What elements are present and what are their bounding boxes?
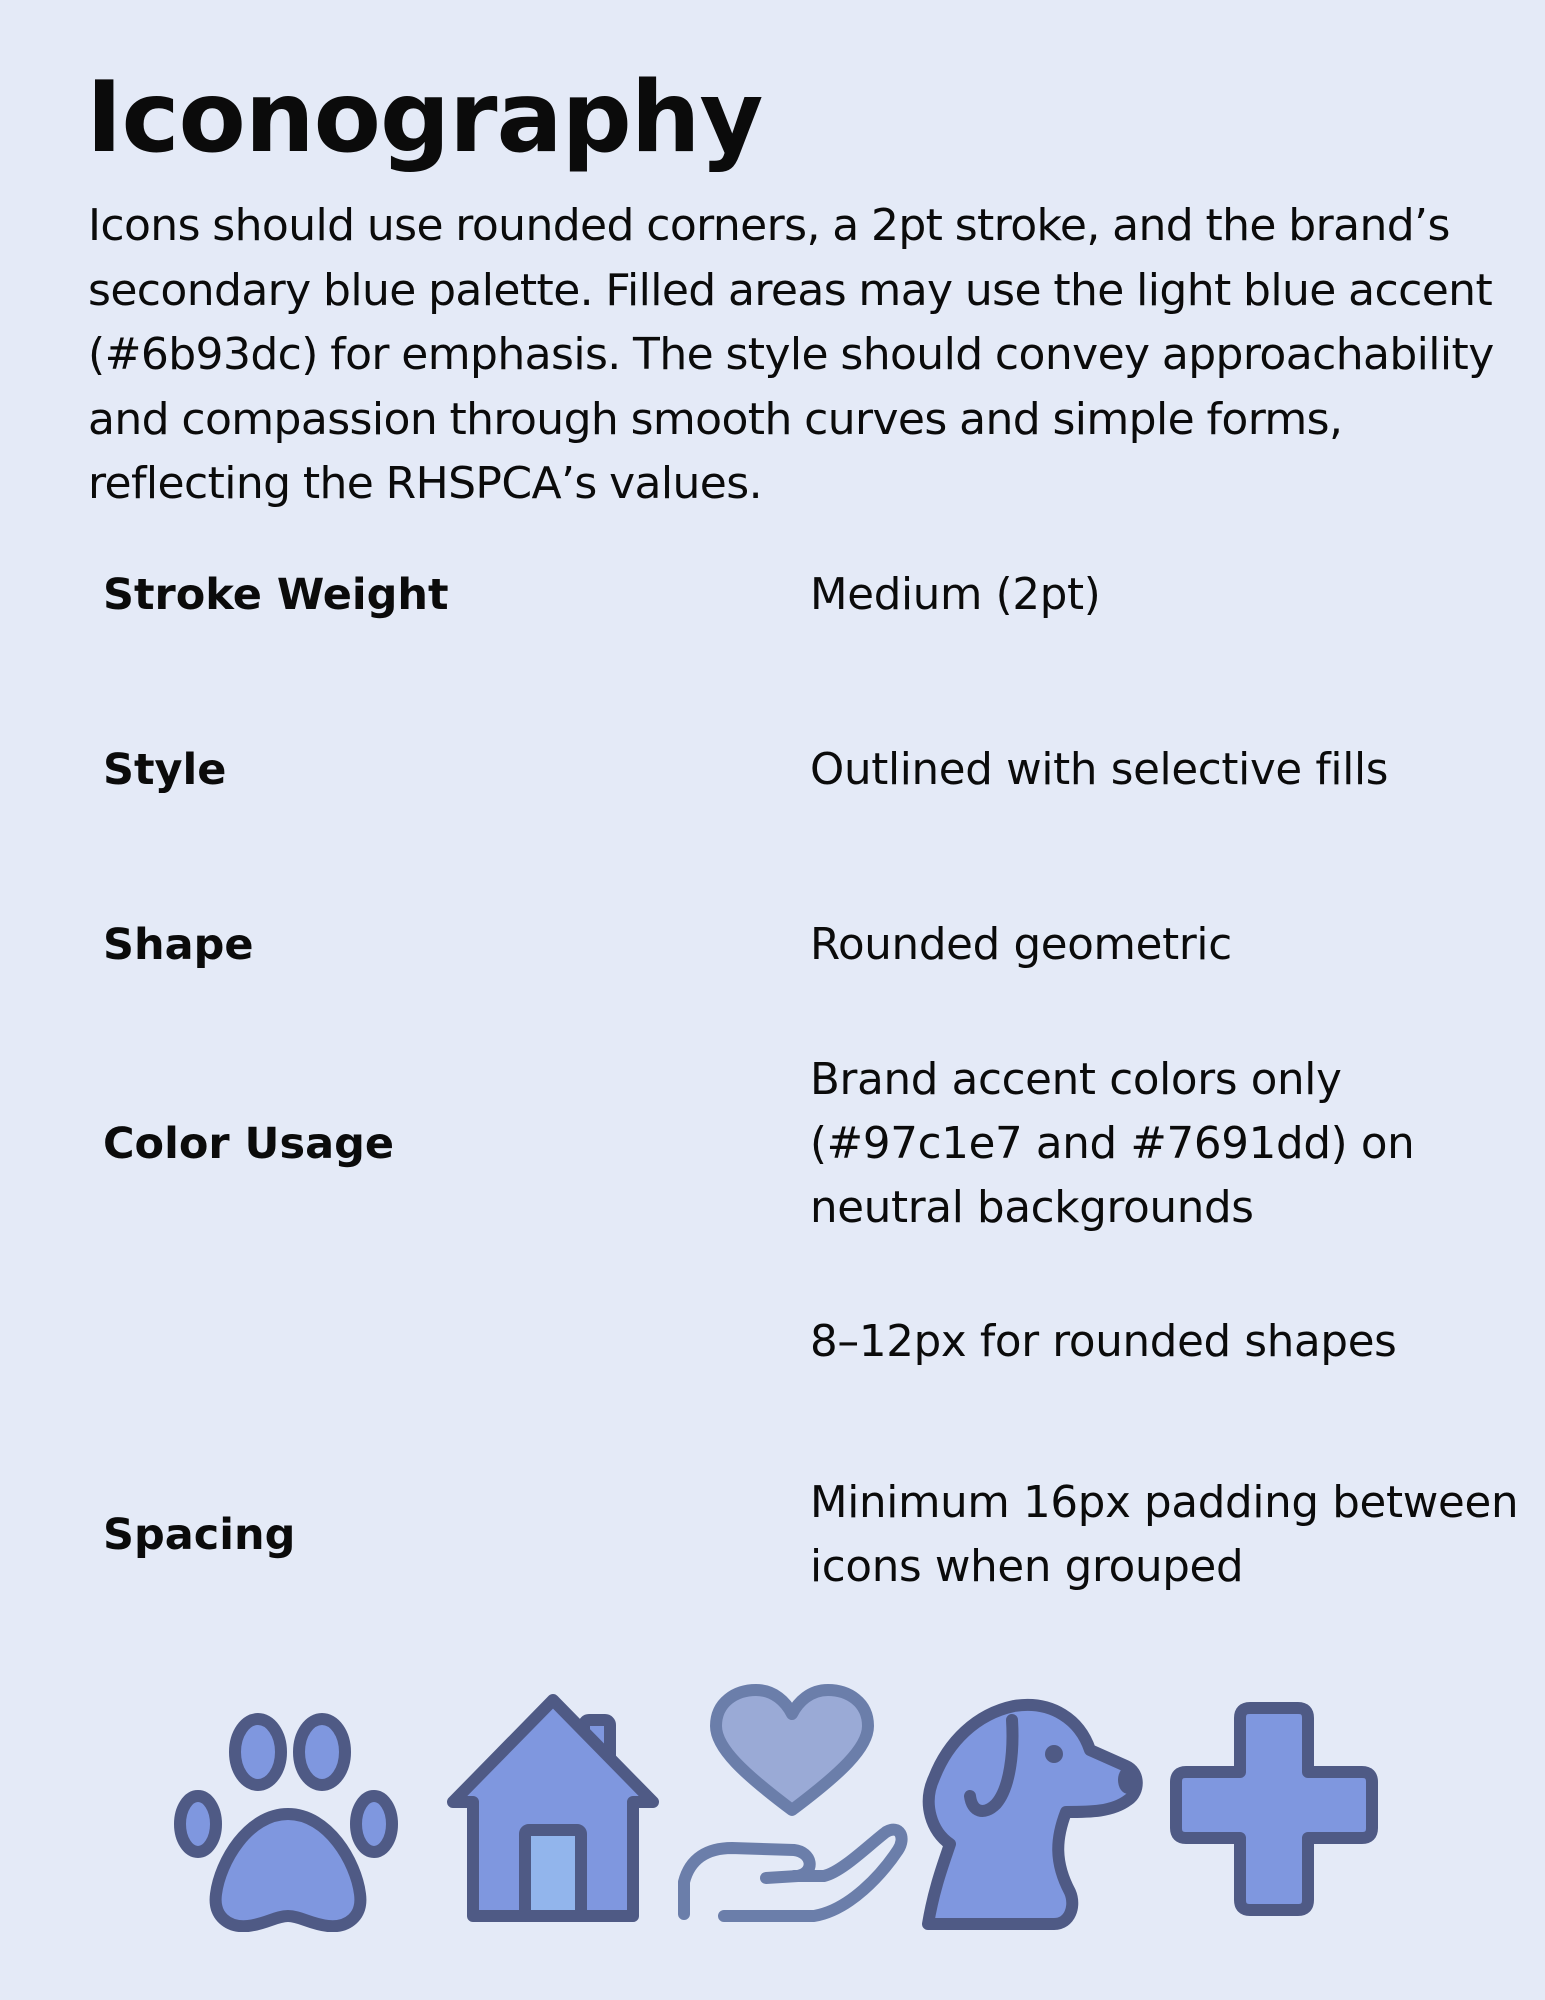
spec-value-style: Outlined with selective fills [810, 745, 1389, 795]
spec-value-color-usage: Brand accent colors only (#97c1e7 and #7691dd) on neutral backgrounds [810, 1055, 1415, 1233]
spec-label-style: Style [103, 745, 227, 795]
page-title: Iconography [86, 61, 763, 175]
icon-samples-row [0, 1670, 1545, 1930]
intro-paragraph: Icons should use rounded corners, a 2pt stroke, and the brand’s secondary blue palette. Filled areas may use the light blue accent (#6b93dc) for emphasis. The style should convey approachability and compassion through smooth curves and simple forms, reflecting the RHSPCA’s values. [88, 200, 1494, 509]
spec-value-shape: Rounded geometric [810, 920, 1232, 970]
dog-head-icon [914, 1692, 1144, 1942]
spec-label-color-usage: Color Usage [103, 1119, 395, 1169]
spec-label-shape: Shape [103, 920, 254, 970]
medical-cross-icon [1168, 1700, 1380, 1918]
spec-value-corner-radius: 8–12px for rounded shapes [810, 1317, 1397, 1367]
paw-icon [168, 1704, 404, 1932]
spec-label-spacing: Spacing [103, 1510, 296, 1560]
spec-value-stroke-weight: Medium (2pt) [810, 570, 1101, 620]
spec-label-stroke-weight: Stroke Weight [103, 570, 449, 620]
house-icon [443, 1690, 663, 1930]
heart-in-hand-icon [674, 1682, 910, 1934]
spec-value-spacing: Minimum 16px padding between icons when grouped [810, 1478, 1519, 1592]
